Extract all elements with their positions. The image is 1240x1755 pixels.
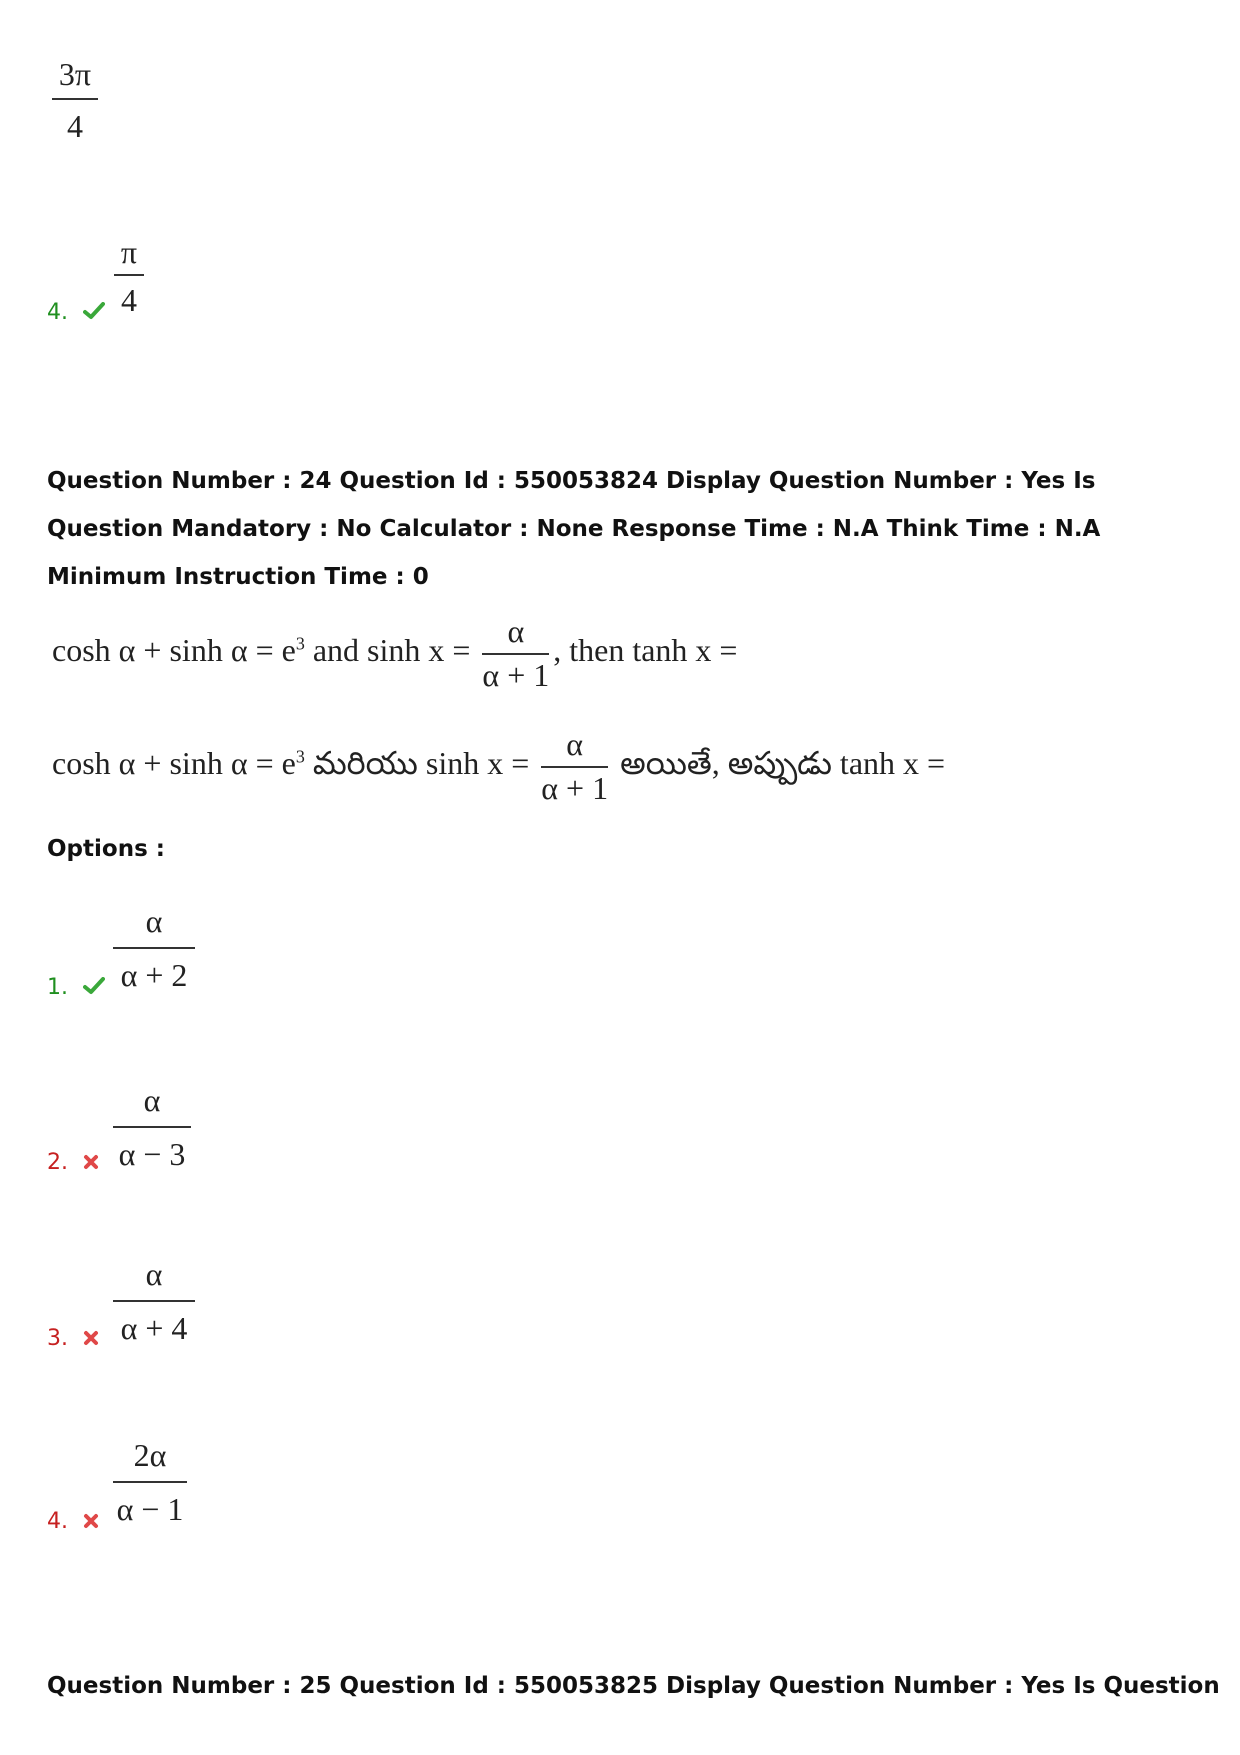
fraction-denominator: 4 (67, 108, 83, 144)
fraction-numerator: α (145, 1256, 163, 1292)
fraction-denominator: α + 1 (541, 769, 609, 806)
formula-text: అయితే, అప్పుడు tanh x = (612, 744, 946, 781)
correct-check-icon (83, 976, 105, 1001)
option-2-label (47, 1150, 99, 1176)
fraction-denominator: α + 1 (482, 656, 550, 693)
option-number: 3. (47, 1326, 68, 1351)
fraction-numerator: α (145, 903, 163, 939)
fraction-bar (113, 1126, 191, 1128)
formula-text: cosh α + sinh α = e (52, 744, 296, 781)
options-label: Options : (47, 836, 165, 862)
fraction-bar (541, 766, 608, 768)
formula-text: మరియు sinh x = (304, 744, 538, 781)
fraction-numerator: α (143, 1082, 161, 1118)
option-number: 4. (47, 300, 68, 325)
formula-text: and sinh x = (304, 631, 479, 668)
option-number: 1. (47, 975, 68, 1000)
fraction-bar (113, 947, 195, 949)
wrong-cross-icon (83, 1327, 99, 1352)
option-2-fraction (113, 1084, 191, 1170)
formula-text: , then tanh x = (553, 631, 738, 668)
question-24-english-formula (52, 615, 737, 692)
fraction-denominator: α + 4 (120, 1310, 188, 1346)
formula-text: cosh α + sinh α = e (52, 631, 296, 668)
correct-check-icon (83, 301, 105, 326)
question-24-telugu-formula (52, 728, 945, 805)
wrong-cross-icon (83, 1510, 99, 1535)
option-4-fraction (113, 1439, 187, 1525)
fraction-denominator: 4 (121, 282, 137, 318)
fraction-numerator: 2α (133, 1437, 167, 1473)
wrong-cross-icon (83, 1151, 99, 1176)
fraction-numerator: α (566, 726, 584, 762)
formula-fraction (541, 728, 608, 805)
fraction-denominator: α + 2 (120, 957, 188, 993)
question-24-meta: Question Number : 24 Question Id : 550053824 Display Question Number : Yes Is Question Mandatory : No Calculator : None Response Time : N.A Think Time : N.A Minimum Instruction Time : 0 (47, 468, 1101, 590)
fraction-numerator: π (120, 234, 138, 270)
fraction-bar (52, 98, 98, 100)
fraction-numerator: 3π (58, 56, 92, 92)
formula-exponent: 3 (295, 746, 305, 767)
prev-option-4-fraction (114, 236, 144, 316)
option-1-label (47, 975, 105, 1001)
option-1-fraction (113, 905, 195, 991)
option-number: 4. (47, 1509, 68, 1534)
option-4-label (47, 1509, 99, 1535)
formula-fraction (482, 615, 549, 692)
fraction-denominator: α − 1 (116, 1491, 184, 1527)
fraction-denominator: α − 3 (118, 1136, 186, 1172)
question-25-meta: Question Number : 25 Question Id : 550053825 Display Question Number : Yes Is Question (47, 1673, 1220, 1699)
fraction-bar (113, 1481, 187, 1483)
prev-option-4-label (47, 300, 105, 326)
fraction-bar (113, 1300, 195, 1302)
prev-option-3-fraction (52, 58, 98, 142)
fraction-bar (482, 653, 549, 655)
option-3-label (47, 1326, 99, 1352)
option-number: 2. (47, 1150, 68, 1175)
fraction-numerator: α (507, 613, 525, 649)
fraction-bar (114, 274, 144, 276)
option-3-fraction (113, 1258, 195, 1344)
formula-exponent: 3 (295, 633, 305, 654)
